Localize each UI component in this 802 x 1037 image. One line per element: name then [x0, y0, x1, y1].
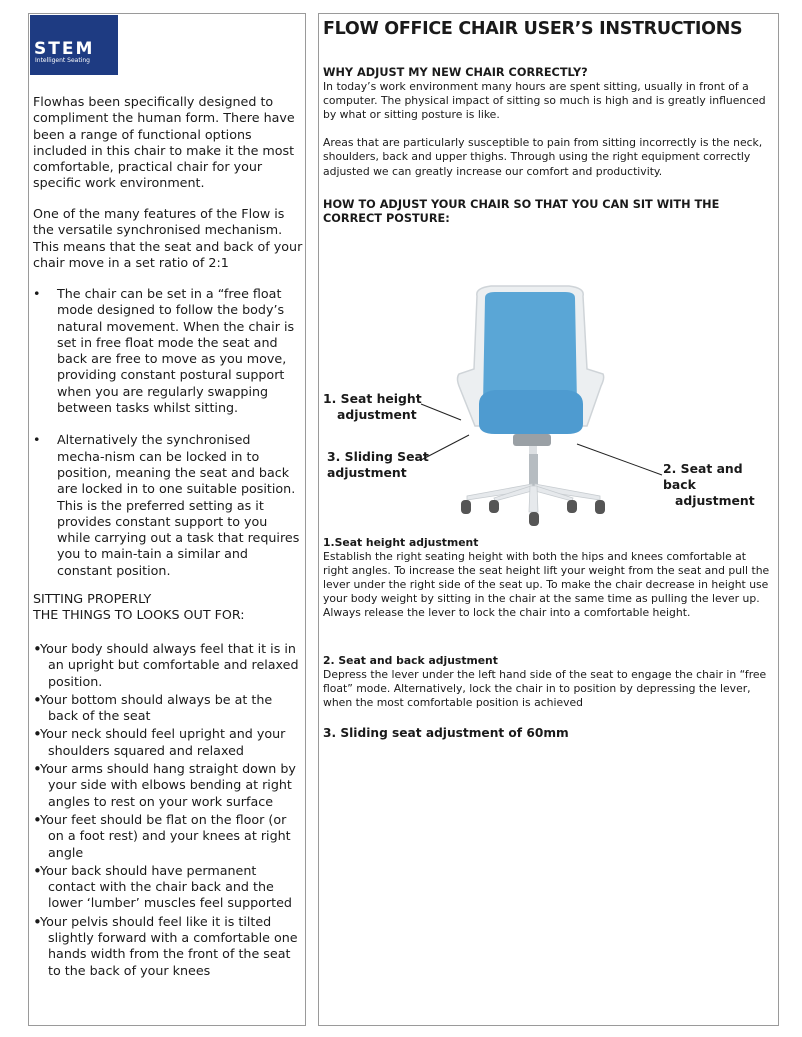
right-column	[318, 13, 779, 1026]
logo-brand: STEM	[34, 39, 95, 59]
leader-line-2	[577, 444, 662, 475]
chair-seat	[479, 390, 583, 434]
seat-back-heading: 2. Seat and back adjustment	[323, 654, 498, 667]
caster	[489, 500, 499, 513]
label-seat-back: 2. Seat and back adjustment	[663, 461, 755, 508]
mechanism-bullets	[33, 286, 301, 579]
caster	[595, 500, 605, 514]
caster	[567, 500, 577, 513]
list-item: • The chair can be set in a “free float mode designed to follow the body’s natural movement. When the chair is set in free float mode the seat and back are free to move as you move, providing constant postural support when you are regularly swapping between tasks whilst sitting.	[33, 286, 301, 416]
list-item: • Your body should always feel that it is in an upright but comfortable and relaxed position.	[33, 641, 301, 690]
list-item: • Your feet should be flat on the floor (or on a foot rest) and your knees at right angle	[33, 812, 301, 861]
stem-logo	[30, 15, 118, 75]
how-heading: HOW TO ADJUST YOUR CHAIR SO THAT YOU CAN SIT WITH THE CORRECT POSTURE:	[323, 198, 720, 226]
seat-back-section: 2. Seat and back adjustment Depress the lever under the left hand side of the seat to engage the chair in “free float” mode. Alternatively, lock the chair in to position by depressing the lever, when the most comfortable position is achieved	[323, 654, 771, 710]
why-heading: WHY ADJUST MY NEW CHAIR CORRECTLY?	[323, 66, 588, 79]
list-item: • Alternatively the synchronised mecha-nism can be locked in to position, meaning the seat and back are locked in to one suitable position. This is the preferred setting as it provides constant support to you while carrying out a task that requires you to main-tain a similar and constant position.	[33, 432, 301, 579]
sliding-seat-section	[323, 726, 771, 740]
sliding-seat-heading: 3. Sliding seat adjustment of 60mm	[323, 726, 569, 740]
list-item: • Your bottom should always be at the back of the seat	[33, 692, 301, 725]
list-item: • Your neck should feel upright and your shoulders squared and relaxed	[33, 726, 301, 759]
page-title: FLOW OFFICE CHAIR USER’S INSTRUCTIONS	[323, 19, 743, 39]
label-seat-height: 1. Seat height adjustment	[323, 391, 422, 422]
label-sliding-seat: 3. Sliding Seat adjustment	[327, 449, 429, 480]
list-item: • Your back should have permanent contact with the chair back and the lower ‘lumber’ muscles feel supported	[33, 863, 301, 912]
seat-height-section: 1.Seat height adjustment Establish the right seating height with both the hips and knees comfortable at right angles. To increase the seat height lift your weight from the seat and pull the lever under the right side of the seat up. To make the chair decrease in height use your body weight by sitting in the chair at the same time as pulling the lever up. Always release the lever to lock the chair into a comfortable height.	[323, 536, 770, 620]
caster	[461, 500, 471, 514]
list-item: • Your pelvis should feel like it is tilted slightly forward with a comfortable one hands width from the front of the seat to the back of your knees	[33, 914, 301, 979]
chair-back-mesh	[483, 292, 577, 404]
seat-height-heading: 1.Seat height adjustment	[323, 536, 479, 549]
list-item: • Your arms should hang straight down by your side with elbows bending at right angles to rest on your work surface	[33, 761, 301, 810]
sitting-heading: SITTING PROPERLY THE THINGS TO LOOKS OUT FOR:	[33, 591, 245, 623]
leader-line-1	[421, 404, 461, 420]
left-column	[28, 13, 306, 1026]
intro-paragraph: Flowhas been specifically designed to compliment the human form. There have been a range of functional options included in this chair to make it the most comfortable, practical chair for your specific work environment.	[33, 94, 295, 191]
chair-mechanism	[513, 434, 551, 446]
logo-tagline: Intelligent Seating	[35, 57, 90, 64]
why-section: WHY ADJUST MY NEW CHAIR CORRECTLY? In today’s work environment many hours are spent sitting, usually in front of a computer. The physical impact of sitting so much is high and is greatly influenced by what or sitting posture is like. Areas that are particularly susceptible to pain from sitting incorrectly is the neck, shoulders, back and upper thighs. Through using the right equipment correctly adjusted we can greatly increase our comfort and productivity.	[323, 66, 771, 179]
caster	[529, 512, 539, 526]
posture-tips	[33, 641, 301, 979]
mechanism-paragraph: One of the many features of the Flow is the versatile synchronised mechanism. This means that the seat and back of your chair move in a set ratio of 2:1	[33, 206, 303, 270]
gas-lift	[529, 454, 538, 486]
